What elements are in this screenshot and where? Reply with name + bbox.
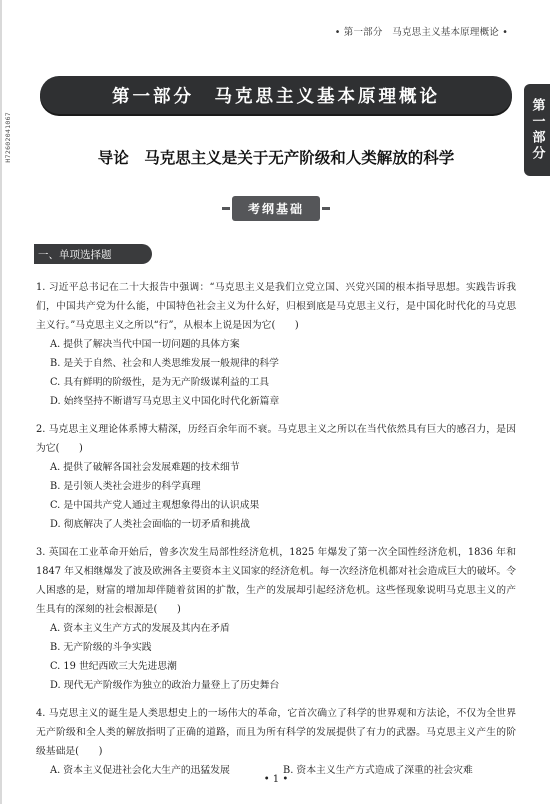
question-stem: 4. 马克思主义的诞生是人类思想史上的一场伟大的革命，它首次确立了科学的世界观和方法论，不仅为全世界无产阶级和全人类的解放指明了正确的道路，而且为所有科学的发展提供了有力的武器。马克思主义产生的阶级基础是( ) bbox=[36, 708, 516, 757]
running-header: • 第一部分 马克思主义基本原理概论 • bbox=[334, 27, 508, 38]
option-c: C. 具有鲜明的阶级性，是为无产阶级谋利益的工具 bbox=[50, 377, 270, 388]
option-a: A. 资本主义促进社会化大生产的迅猛发展 bbox=[50, 765, 230, 776]
question-4 bbox=[36, 704, 516, 780]
option-b: B. 是引领人类社会进步的科学真理 bbox=[50, 481, 201, 492]
section-tag: 一、单项选择题 bbox=[34, 244, 152, 264]
question-3 bbox=[36, 543, 516, 695]
intro-title: 导论 马克思主义是关于无产阶级和人类解放的科学 bbox=[97, 148, 455, 167]
side-code: H72602041067 bbox=[4, 112, 12, 163]
option-b: B. 是关于自然、社会和人类思维发展一般规律的科学 bbox=[50, 358, 279, 369]
option-d: D. 彻底解决了人类社会面临的一切矛盾和挑战 bbox=[50, 519, 250, 530]
page-number: • 1 • bbox=[263, 774, 289, 785]
option-a: A. 资本主义生产方式的发展及其内在矛盾 bbox=[50, 623, 230, 634]
option-c: C. 19 世纪西欧三大先进思潮 bbox=[50, 661, 177, 672]
part-banner bbox=[40, 76, 512, 114]
part-side-tab: 第一部分 bbox=[524, 84, 550, 176]
question-stem: 2. 马克思主义理论体系博大精深，历经百余年而不衰。马克思主义之所以在当代依然具有巨大的感召力，是因为它( ) bbox=[36, 424, 516, 454]
question-stem: 3. 英国在工业革命开始后，曾多次发生局部性经济危机，1825 年爆发了第一次全国性经济危机，1836 年和 1847 年又相继爆发了波及欧洲各主要资本主义国家的经济危机。每一次经济危机都对社会造成巨大的破坏。令人困惑的是，财富的增加却伴随着贫困的扩散，生产的发展却引起经济危机。这些怪现象说明马克思主义的产生具有的深刻的社会根源是( ) bbox=[36, 547, 516, 615]
question-2 bbox=[36, 420, 516, 534]
option-a: A. 提供了破解各国社会发展难题的技术细节 bbox=[50, 462, 240, 473]
option-a: A. 提供了解决当代中国一切问题的具体方案 bbox=[50, 339, 240, 350]
option-d: D. 始终坚持不断谱写马克思主义中国化时代化新篇章 bbox=[50, 396, 280, 407]
option-c: C. 是中国共产党人通过主观想象得出的认识成果 bbox=[50, 500, 260, 511]
section-badge: 考纲基础 bbox=[232, 196, 320, 221]
option-b: B. 资本主义生产方式造成了深重的社会灾难 bbox=[283, 765, 473, 776]
question-stem: 1. 习近平总书记在二十大报告中强调：“马克思主义是我们立党立国、兴党兴国的根本指导思想。实践告诉我们，中国共产党为什么能，中国特色社会主义为什么好，归根到底是马克思主义行，是中国化时代化的马克思主义行。”马克思主义之所以“行”，从根本上说是因为它( ) bbox=[36, 282, 516, 331]
option-d: D. 现代无产阶级作为独立的政治力量登上了历史舞台 bbox=[50, 680, 280, 691]
part-banner-title: 第一部分 马克思主义基本原理概论 bbox=[112, 86, 440, 107]
question-1 bbox=[36, 278, 516, 411]
option-b: B. 无产阶级的斗争实践 bbox=[50, 642, 152, 653]
question-list bbox=[36, 278, 516, 789]
